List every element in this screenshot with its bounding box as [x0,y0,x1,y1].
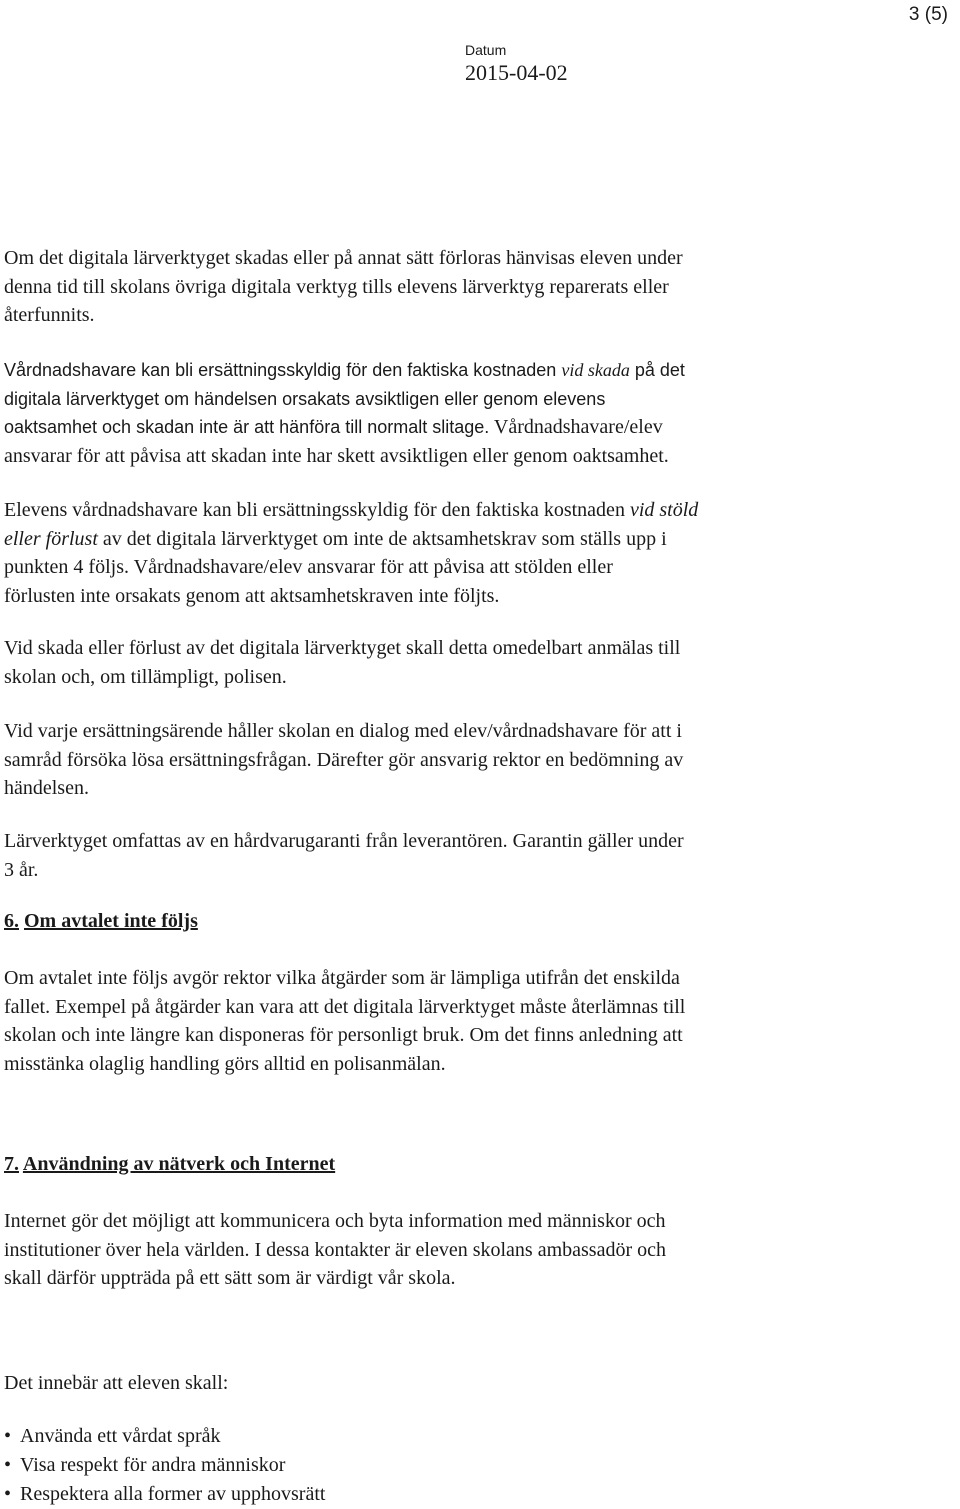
heading-title: Om avtalet inte följs [24,910,198,932]
paragraph-line: institutioner över hela världen. I dessa kontakter är eleven skolans ambassadör och [4,1238,667,1261]
paragraph-line: återfunnits. [4,304,95,326]
heading-number: 7. [4,1153,19,1175]
paragraph-warranty [4,827,954,884]
paragraph-line: Internet gör det möjligt att kommunicera och byta information med människor och [4,1210,666,1232]
list-item: • Respektera alla former av upphovsrätt [4,1480,325,1509]
paragraph-line: Vid varje ersättningsärende håller skolan en dialog med elev/vårdnadshavare för att i [4,720,682,742]
list-item: • Använda ett vårdat språk [4,1422,325,1451]
heading-title: Användning av nätverk och Internet [22,1153,336,1175]
text-run: på det [629,360,685,380]
paragraph-line: skolan och, om tillämpligt, polisen. [4,665,287,688]
paragraph-line: 3 år. [4,858,39,881]
paragraph-line: denna tid till skolans övriga digitala verktyg tills elevens lärverktyg reparerats eller [4,275,669,298]
paragraph-line: ansvarar för att påvisa att skadan inte har skett avsiktligen eller genom oaktsamhet. [4,444,669,467]
bullet-list [4,1422,325,1509]
paragraph-damage-liability [4,356,954,470]
paragraph-line [4,525,954,554]
text-run: Vårdnadshavare/elev [489,416,663,438]
paragraph-line: Lärverktyget omfattas av en hårdvarugaranti från leverantören. Garantin gäller under [4,830,684,852]
emphasis-text: vid stöld [629,499,699,521]
paragraph-line: fallet. Exempel på åtgärder kan vara att det digitala lärverktyget måste återlämnas till [4,995,686,1018]
paragraph-line: digitala lärverktyget om händelsen orsakats avsiktligen eller genom elevens [4,388,606,409]
heading-number: 6. [4,910,19,932]
paragraph-line [4,496,954,525]
paragraph-line [4,356,954,385]
page-number: 3 (5) [908,4,948,25]
paragraph-lost-device [4,244,954,330]
text-run: Vårdnadshavare kan bli ersättningsskyldig för den faktiska kostnaden [4,360,562,380]
paragraph-line: Vid skada eller förlust av det digitala lärverktyget skall detta omedelbart anmälas till [4,637,681,659]
list-item: • Visa respekt för andra människor [4,1451,325,1480]
emphasis-text: vid skada [561,360,630,380]
paragraph-report [4,634,954,691]
emphasis-text: eller förlust [4,527,98,550]
section-heading-7 [4,1153,335,1176]
paragraph-line: skall därför uppträda på ett sätt som är värdigt vår skola. [4,1267,456,1289]
paragraph-line [4,413,954,442]
paragraph-line: samråd försöka lösa ersättningsfrågan. Därefter gör ansvarig rektor en bedömning av [4,748,684,771]
date-label: Datum [465,42,507,58]
paragraph-line: händelsen. [4,777,89,799]
paragraph-intro-list: Det innebär att eleven skall: [4,1372,229,1394]
paragraph-line: misstänka olaglig handling görs alltid en polisanmälan. [4,1052,446,1075]
section-heading-6 [4,910,198,933]
text-run: Elevens vårdnadshavare kan bli ersättningsskyldig för den faktiska kostnaden [4,499,630,521]
paragraph-line: förlusten inte orsakats genom att aktsamhetskraven inte följts. [4,584,500,607]
text-run: av det digitala lärverktyget om inte de aktsamhetskrav som ställs upp i [97,527,667,550]
paragraph-dialog [4,717,954,803]
date-value: 2015-04-02 [465,60,568,85]
paragraph-line: Om det digitala lärverktyget skadas eller på annat sätt förloras hänvisas eleven under [4,247,683,269]
paragraph-line: punkten 4 följs. Vårdnadshavare/elev ansvarar för att påvisa att stölden eller [4,556,613,578]
paragraph-line: skolan och inte längre kan disponeras för personligt bruk. Om det finns anledning att [4,1024,683,1046]
paragraph-internet [4,1207,954,1293]
paragraph-breach [4,964,954,1078]
paragraph-theft-liability [4,496,954,610]
paragraph-line: Om avtalet inte följs avgör rektor vilka åtgärder som är lämpliga utifrån det enskilda [4,967,680,989]
text-run: oaktsamhet och skadan inte är att hänföra till normalt slitage. [4,417,490,437]
